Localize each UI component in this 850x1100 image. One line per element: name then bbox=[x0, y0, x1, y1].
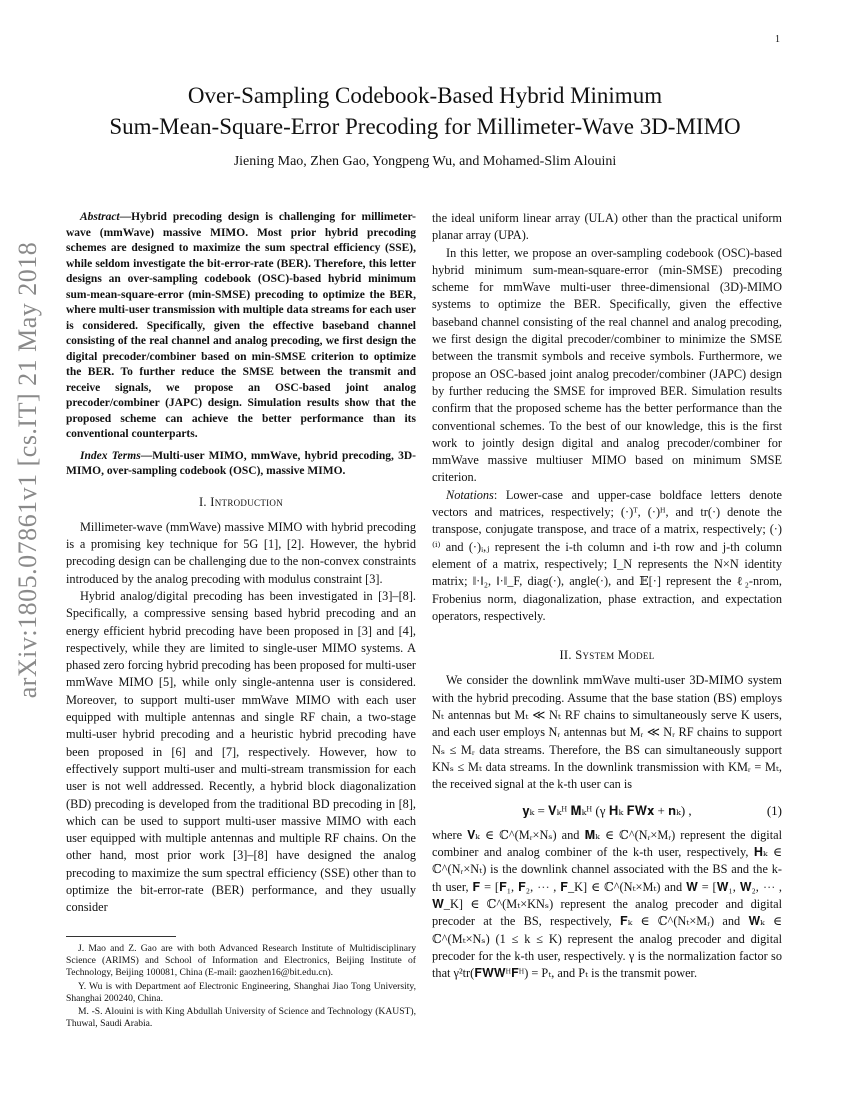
letter-overview-paragraph: In this letter, we propose an over-sampling codebook (OSC)-based hybrid minimum sum-mean-square-error (min-SMSE) precoding scheme for mmWave multi-user three-dimensional (3D)-MIMO systems to optimize the BER. Specifically, given the effective baseband channel consisting of the real channel and analog precoding, we first design the digital precoder/combiner to minimize the SMSE between the transmit symbols and receive symbols. Furthermore, we propose an OSC-based joint analog precoder/combiner (JAPC) design by further reducing the SMSE for improved BER. Simulation results confirm that the proposed scheme has the better performance than the conventional schemes. To the best of our knowledge, this is the first work to jointly design digital and analog precoder/combiner for mmWave massive multiuser MIMO based on minimum SMSE criterion. bbox=[432, 245, 782, 485]
title-line-1: Over-Sampling Codebook-Based Hybrid Minimum bbox=[187, 83, 663, 108]
equation-1-number: (1) bbox=[766, 802, 782, 818]
arxiv-stamp-text: arXiv:1805.07861v1 [cs.IT] 21 May 2018 bbox=[13, 241, 42, 699]
footnotes bbox=[66, 936, 416, 1031]
notations-paragraph bbox=[432, 487, 782, 625]
abstract-text: —Hybrid precoding design is challenging for millimeter-wave (mmWave) massive MIMO. Most prior hybrid precoding schemes are designed to maximize the sum spectral efficiency (SSE), while seldom investigate the bit-error-rate (BER). Therefore, this letter designs an over-sampling codebook (OSC)-based hybrid minimum sum-mean-square-error (min-SMSE) precoding to optimize the BER, where multi-user transmission with multiple data streams for each user is considered. Specifically, given the effective baseband channel consisting of the real channel and analog precoding, we first design the digital precoder/combiner based on min-SMSE criterion to optimize the BER. To further reduce the SMSE between the transmit and receive signals, we propose an OSC-based joint analog precoder/combiner (JAPC) design. Simulation results show that the proposed scheme can achieve the better performance than its conventional counterparts. bbox=[66, 211, 416, 440]
left-column bbox=[66, 210, 416, 917]
index-terms-text: —Multi-user MIMO, mmWave, hybrid precoding, 3D-MIMO, over-sampling codebook (OSC), massive MIMO. bbox=[66, 449, 416, 477]
notations-label: Notations bbox=[446, 487, 494, 502]
right-column bbox=[432, 210, 782, 982]
notations-text: : Lower-case and upper-case boldface letters denote vectors and matrices, respectively; (·)ᵀ, (·)ᴴ, and tr(·) denote the transpose, conjugate transpose, and trace of a matrix, respectively; (·)⁽ⁱ⁾ and (·)ᵢ,ⱼ represent the i-th column and i-th row and j-th column element of a matrix, respectively; I_N represents the N×N identity matrix; ‖·‖₂, ‖·‖_F, diag(·), angle(·), and 𝔼[·] represent the ℓ₂-nrom, Frobenius norm, diagonalization, phase extraction, and expectation operators, respectively. bbox=[432, 487, 782, 623]
intro-paragraph-2: Hybrid analog/digital precoding has been investigated in [3]–[8]. Specifically, a compressive sensing based hybrid precoding and an energy efficient hybrid precoding have been proposed in [3] and [4], respectively, while they are limited to single-user MIMO systems. A phased zero forcing hybrid precoding has been proposed for multi-user mmWave MIMO [5], while only single-antenna user is considered. Moreover, to support multi-user mmWave MIMO with each user equipped with multiple antennas and single RF chain, a two-stage multi-user hybrid precoding and a heuristic hybrid precoding have been proposed in [6] and [7], respectively. However, how to effectively support multi-user and multi-stream transmission for each user is not well addressed. Recently, a hybrid block diagonalization (BD) precoding is developed from the traditional BD precoding in [8], which can be used to support multi-user massive MIMO with each user equipped with multiple antennas and multiple RF chains. On the other hand, most prior work [3]–[8] have designed the analog precoding to maximize the sum spectral efficiency (SSE) other than to optimize the bit-error-rate (BER) performance, and they usually consider bbox=[66, 588, 416, 915]
system-model-paragraph-1: We consider the downlink mmWave multi-user 3D-MIMO system with the hybrid precoding. Assume that the base station (BS) employs Nₜ antennas but Mₜ ≪ Nₜ RF chains to simultaneously serve K users, and each user employs Nᵣ antennas but Mᵣ ≪ Nᵣ RF chains to support Nₛ ≤ Mᵣ data streams. Therefore, the BS can simultaneously support KNₛ ≤ Mₜ data streams. In the downlink transmission with KMᵣ = Mₜ, the received signal at the k-th user can is bbox=[432, 673, 782, 792]
paper-header bbox=[66, 80, 784, 170]
abstract-label: Abstract bbox=[80, 211, 120, 223]
arxiv-stamp bbox=[6, 190, 50, 750]
index-terms bbox=[66, 449, 416, 480]
footnote-rule bbox=[66, 936, 176, 937]
author-list: Jiening Mao, Zhen Gao, Yongpeng Wu, and Mohamed-Slim Alouini bbox=[233, 154, 617, 169]
equation-1-body: 𝐲ₖ = 𝐕ₖᴴ 𝐌ₖᴴ (γ 𝐇ₖ 𝐅𝐖𝐱 + 𝐧ₖ) , bbox=[522, 802, 692, 818]
footnote-author-alouini: M. -S. Alouini is with King Abdullah University of Science and Technology (KAUST), Thuwal, Saudi Arabia. bbox=[66, 1006, 416, 1030]
paper-title bbox=[66, 80, 784, 142]
system-model-paragraph-2: where 𝐕ₖ ∈ ℂ^(Mᵣ×Nₛ) and 𝐌ₖ ∈ ℂ^(Nᵣ×Mᵣ) represent the digital combiner and analog combiner of the k-th user, respectively, 𝐇ₖ ∈ ℂ^(Nᵣ×Nₜ) is the downlink channel associated with the BS and the k-th user, 𝐅 = [𝐅₁, 𝐅₂, ⋯ , 𝐅_K] ∈ ℂ^(Nₜ×Mₜ) and 𝐖 = [𝐖₁, 𝐖₂, ⋯ , 𝐖_K] ∈ ℂ^(Mₜ×KNₛ) represent the analog precoder and digital precoder at the BS, respectively, 𝐅ₖ ∈ ℂ^(Nₜ×Mᵣ) and 𝐖ₖ ∈ ℂ^(Mₜ×Nₛ) (1 ≤ k ≤ K) represent the analog precoder and digital precoder for the k-th user, respectively. γ is the normalization factor so that γ²tr(𝐅𝐖𝐖ᴴ𝐅ᴴ) = Pₜ, and Pₜ is the transmit power. bbox=[432, 827, 782, 981]
right-paragraph-continued: the ideal uniform linear array (ULA) other than the practical uniform planar array (UPA). bbox=[432, 211, 782, 243]
section-heading-introduction: I. Introduction bbox=[198, 494, 284, 509]
abstract bbox=[66, 210, 416, 443]
footnote-authors-mao-gao: J. Mao and Z. Gao are with both Advanced Research Institute of Multidisciplinary Science (ARIMS) and School of Information and Electronics, Beijing Institute of Technology, Beijing 100081, China (E-mail: gaozhen16@bit.edu.cn). bbox=[66, 943, 416, 979]
section-heading-system-model: II. System Model bbox=[559, 648, 655, 663]
equation-1 bbox=[432, 802, 782, 819]
page-number: 1 bbox=[775, 34, 780, 45]
intro-paragraph-1: Millimeter-wave (mmWave) massive MIMO with hybrid precoding is a promising key technique for 5G [1], [2]. However, the hybrid precoding design can be challenging due to the non-convex constraints introduced by the analog precoding with modulus constraint [3]. bbox=[66, 519, 416, 586]
index-terms-label: Index Terms bbox=[80, 449, 141, 462]
title-line-2: Sum-Mean-Square-Error Precoding for Millimeter-Wave 3D-MIMO bbox=[109, 114, 741, 139]
footnote-author-wu: Y. Wu is with Department aof Electronic Engineering, Shanghai Jiao Tong University, Shanghai 200240, China. bbox=[66, 980, 416, 1004]
